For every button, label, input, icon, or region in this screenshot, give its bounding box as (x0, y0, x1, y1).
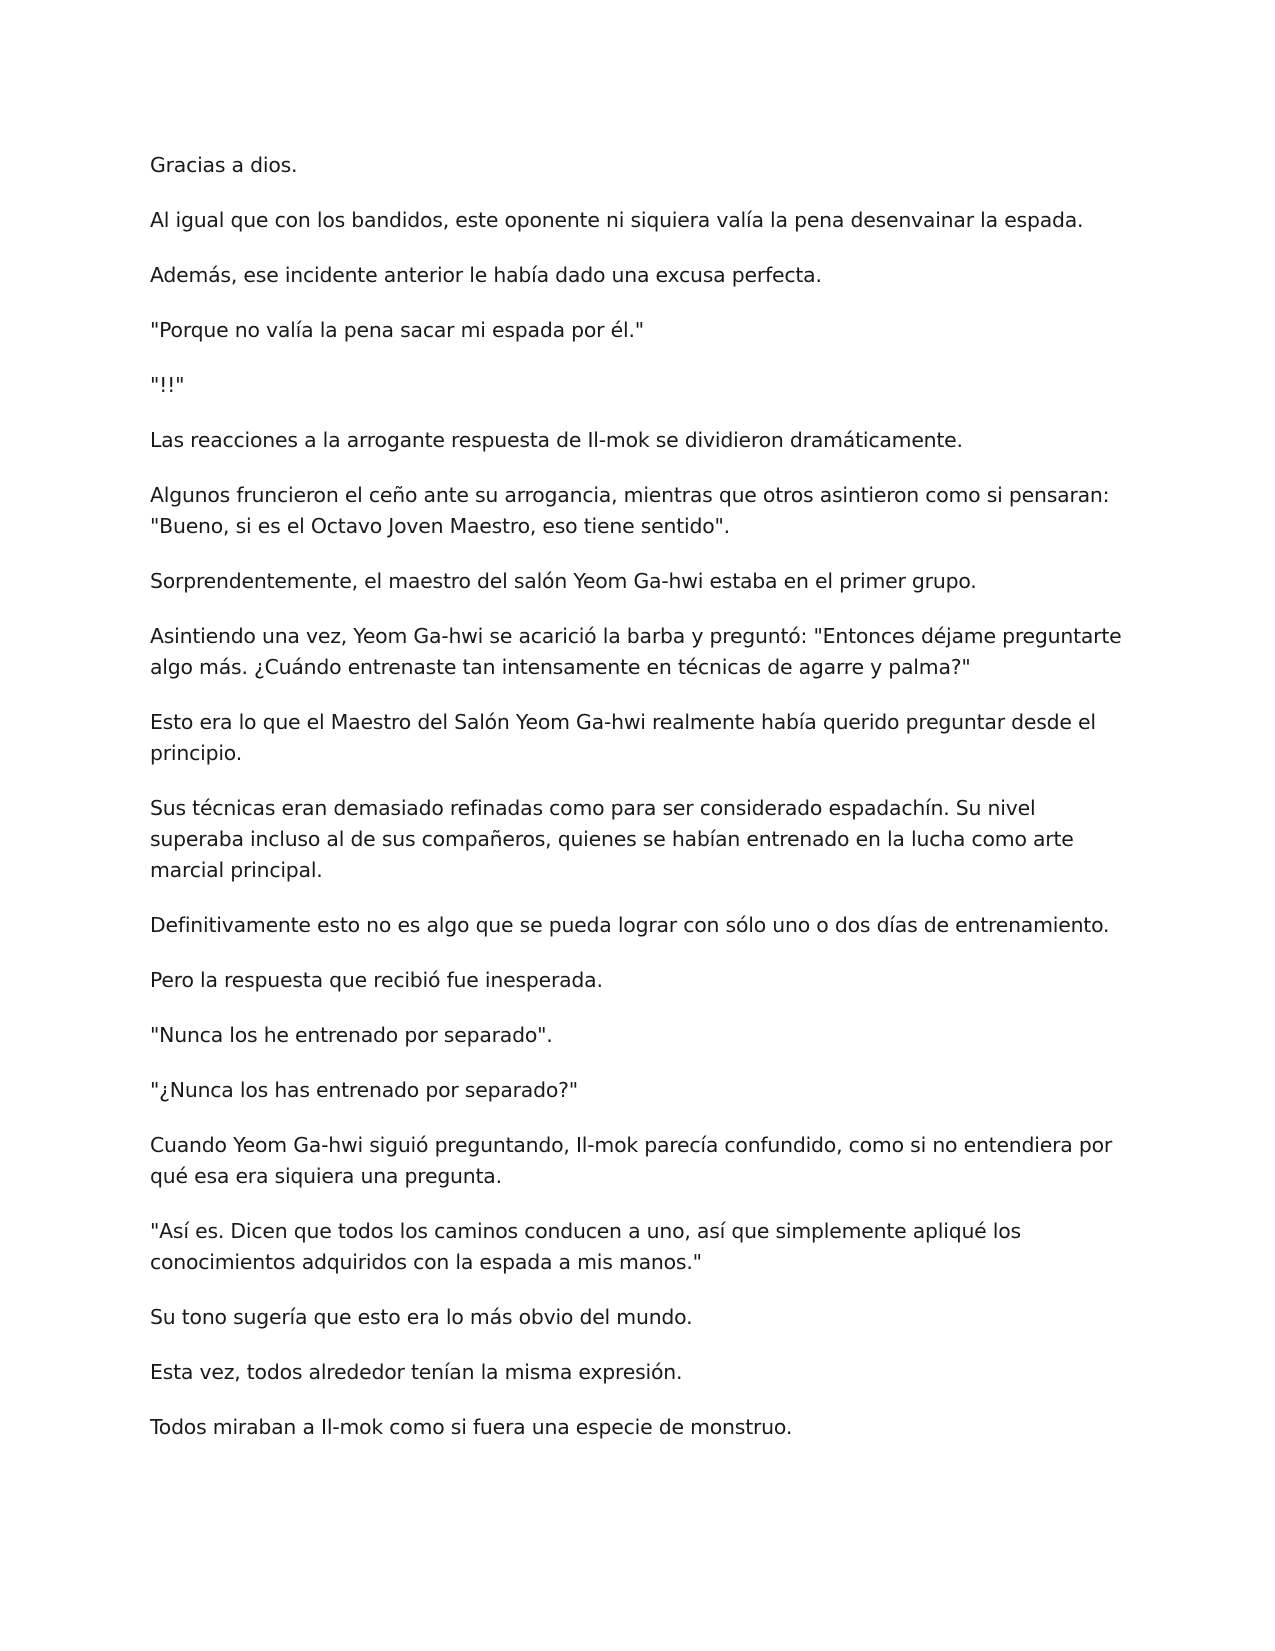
paragraph: Gracias a dios. (150, 153, 298, 177)
paragraph: Todos miraban a Il-mok como si fuera una especie de monstruo. (150, 1415, 793, 1439)
paragraph: Esto era lo que el Maestro del Salón Yeom Ga-hwi realmente había querido preguntar desde el principio. (150, 710, 1096, 765)
paragraph: "Así es. Dicen que todos los caminos conducen a uno, así que simplemente apliqué los conocimientos adquiridos con la espada a mis manos." (150, 1219, 1021, 1274)
paragraph: Sus técnicas eran demasiado refinadas como para ser considerado espadachín. Su nivel superaba incluso al de sus compañeros, quienes se habían entrenado en la lucha como arte marcial principal. (150, 796, 1074, 882)
paragraph: "Nunca los he entrenado por separado". (150, 1023, 553, 1047)
paragraph: Pero la respuesta que recibió fue inesperada. (150, 968, 603, 992)
paragraph: Su tono sugería que esto era lo más obvio del mundo. (150, 1305, 693, 1329)
paragraph: Al igual que con los bandidos, este oponente ni siquiera valía la pena desenvainar la espada. (150, 208, 1084, 232)
paragraph: Las reacciones a la arrogante respuesta de Il-mok se dividieron dramáticamente. (150, 428, 963, 452)
document-body (150, 150, 1130, 1467)
paragraph: Además, ese incidente anterior le había dado una excusa perfecta. (150, 263, 822, 287)
paragraph: "!!" (150, 373, 185, 397)
paragraph: Asintiendo una vez, Yeom Ga-hwi se acarició la barba y preguntó: "Entonces déjame preguntarte algo más. ¿Cuándo entrenaste tan intensamente en técnicas de agarre y palma?" (150, 624, 1122, 679)
paragraph: Esta vez, todos alrededor tenían la misma expresión. (150, 1360, 683, 1384)
paragraph: "Porque no valía la pena sacar mi espada por él." (150, 318, 644, 342)
paragraph: "¿Nunca los has entrenado por separado?" (150, 1078, 578, 1102)
paragraph: Sorprendentemente, el maestro del salón Yeom Ga-hwi estaba en el primer grupo. (150, 569, 977, 593)
paragraph: Algunos fruncieron el ceño ante su arrogancia, mientras que otros asintieron como si pensaran: "Bueno, si es el Octavo Joven Maestro, eso tiene sentido". (150, 483, 1110, 538)
paragraph: Definitivamente esto no es algo que se pueda lograr con sólo uno o dos días de entrenamiento. (150, 913, 1110, 937)
paragraph: Cuando Yeom Ga-hwi siguió preguntando, Il-mok parecía confundido, como si no entendiera por qué esa era siquiera una pregunta. (150, 1133, 1113, 1188)
